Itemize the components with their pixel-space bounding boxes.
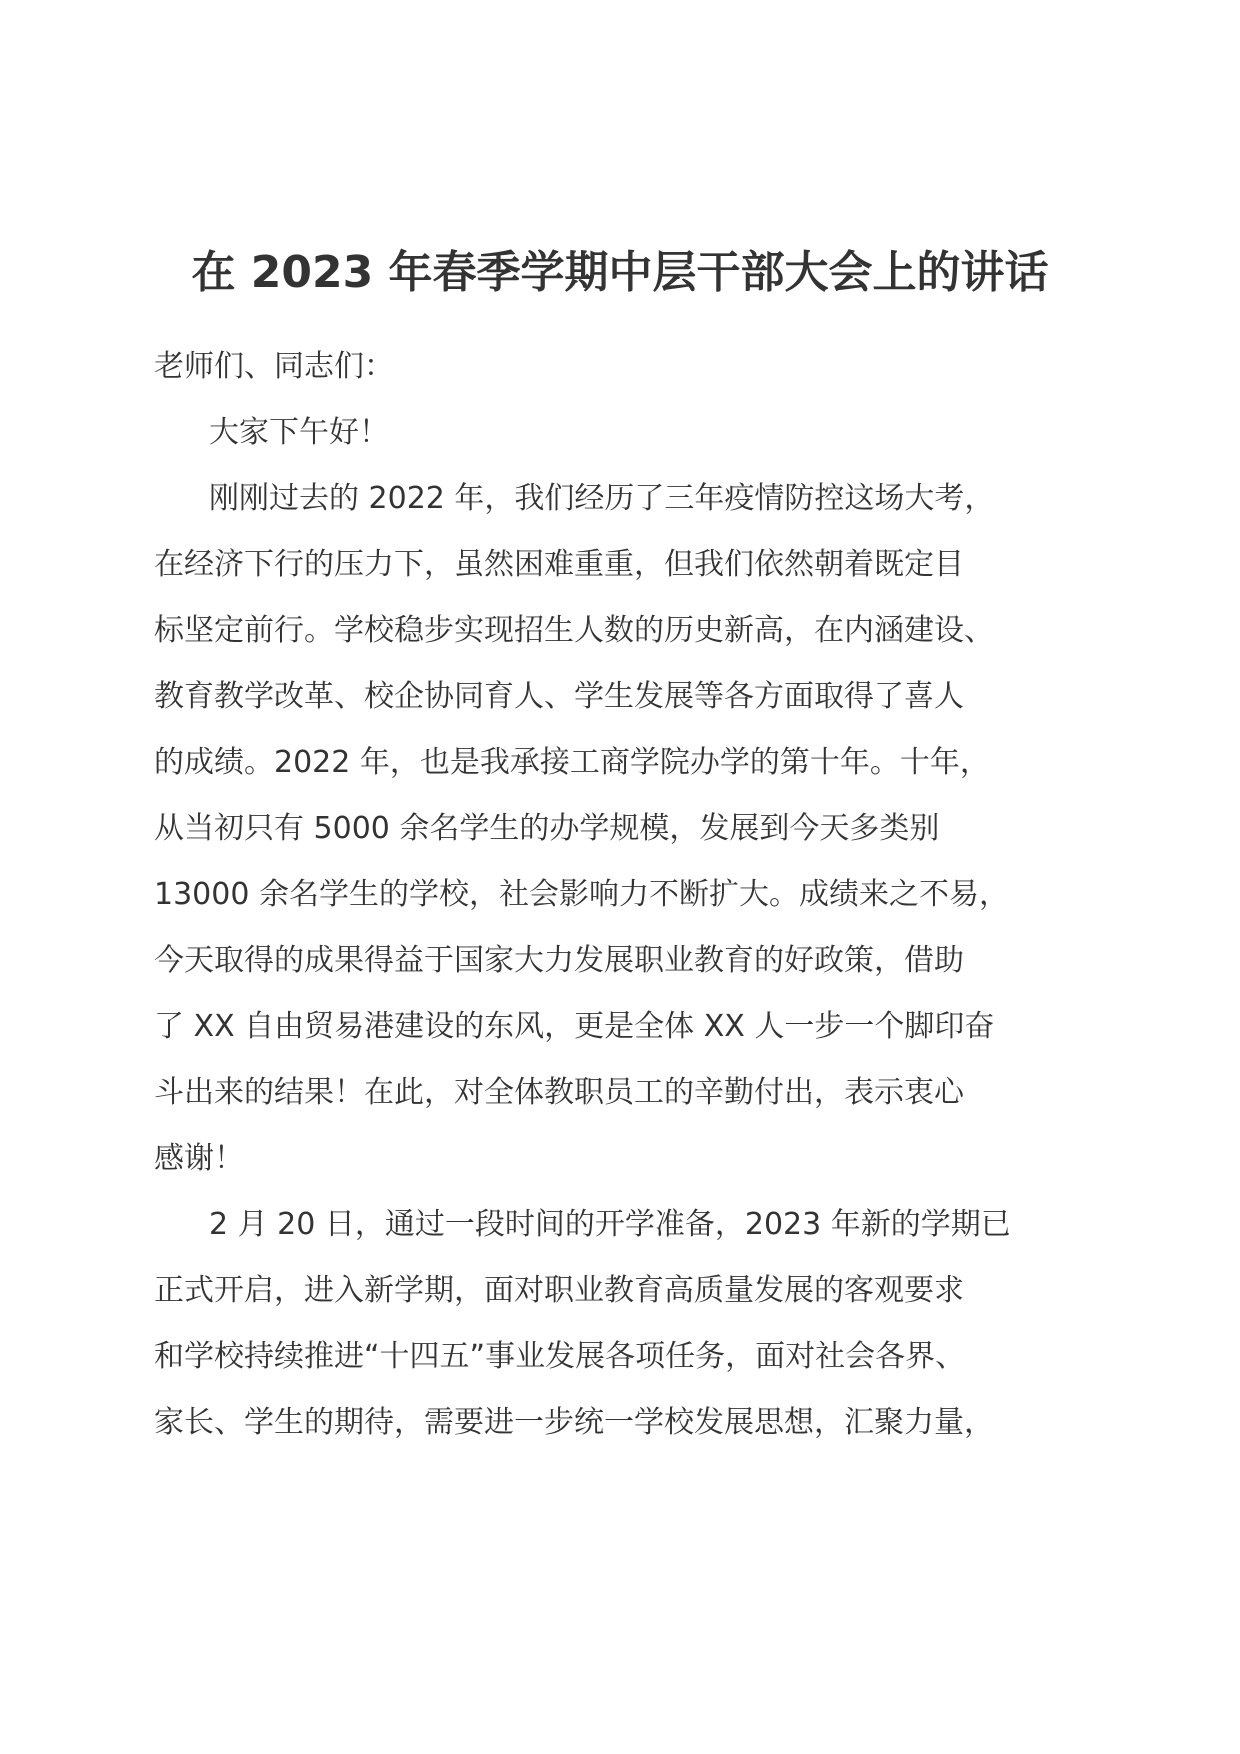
paragraph-line: 正式开启，进入新学期，面对职业教育高质量发展的客观要求 <box>154 1273 964 1308</box>
paragraph-line: 斗出来的结果！在此，对全体教职员工的辛勤付出，表示衷心 <box>154 1075 964 1110</box>
paragraph-line: 刚刚过去的 2022 年，我们经历了三年疫情防控这场大考， <box>209 481 995 516</box>
paragraph-line: 从当初只有 5000 余名学生的办学规模，发展到今天多类别 <box>154 811 940 846</box>
greeting-line: 大家下午好！ <box>209 415 389 450</box>
paragraph-line: 和学校持续推进“十四五”事业发展各项任务，面对社会各界、 <box>154 1339 966 1374</box>
salutation-line: 老师们、同志们： <box>154 349 394 384</box>
document-body <box>154 334 1114 1456</box>
paragraph-line: 在经济下行的压力下，虽然困难重重，但我们依然朝着既定目 <box>154 547 964 582</box>
paragraph-line: 标坚定前行。学校稳步实现招生人数的历史新高，在内涵建设、 <box>154 613 994 648</box>
paragraph-line: 2 月 20 日，通过一段时间的开学准备，2023 年新的学期已 <box>209 1207 1011 1242</box>
paragraph-line: 了 XX 自由贸易港建设的东风，更是全体 XX 人一步一个脚印奋 <box>154 1009 995 1044</box>
paragraph-line: 13000 余名学生的学校，社会影响力不断扩大。成绩来之不易， <box>154 877 1009 912</box>
paragraph-line: 感谢！ <box>154 1141 244 1176</box>
paragraph-line: 今天取得的成果得益于国家大力发展职业教育的好政策，借助 <box>154 943 964 978</box>
paragraph-line: 的成绩。2022 年，也是我承接工商学院办学的第十年。十年， <box>154 745 990 780</box>
document-title: 在 2023 年春季学期中层干部大会上的讲话 <box>191 247 1049 298</box>
paragraph-line: 家长、学生的期待，需要进一步统一学校发展思想，汇聚力量， <box>154 1405 994 1440</box>
paragraph-line: 教育教学改革、校企协同育人、学生发展等各方面取得了喜人 <box>154 679 964 714</box>
